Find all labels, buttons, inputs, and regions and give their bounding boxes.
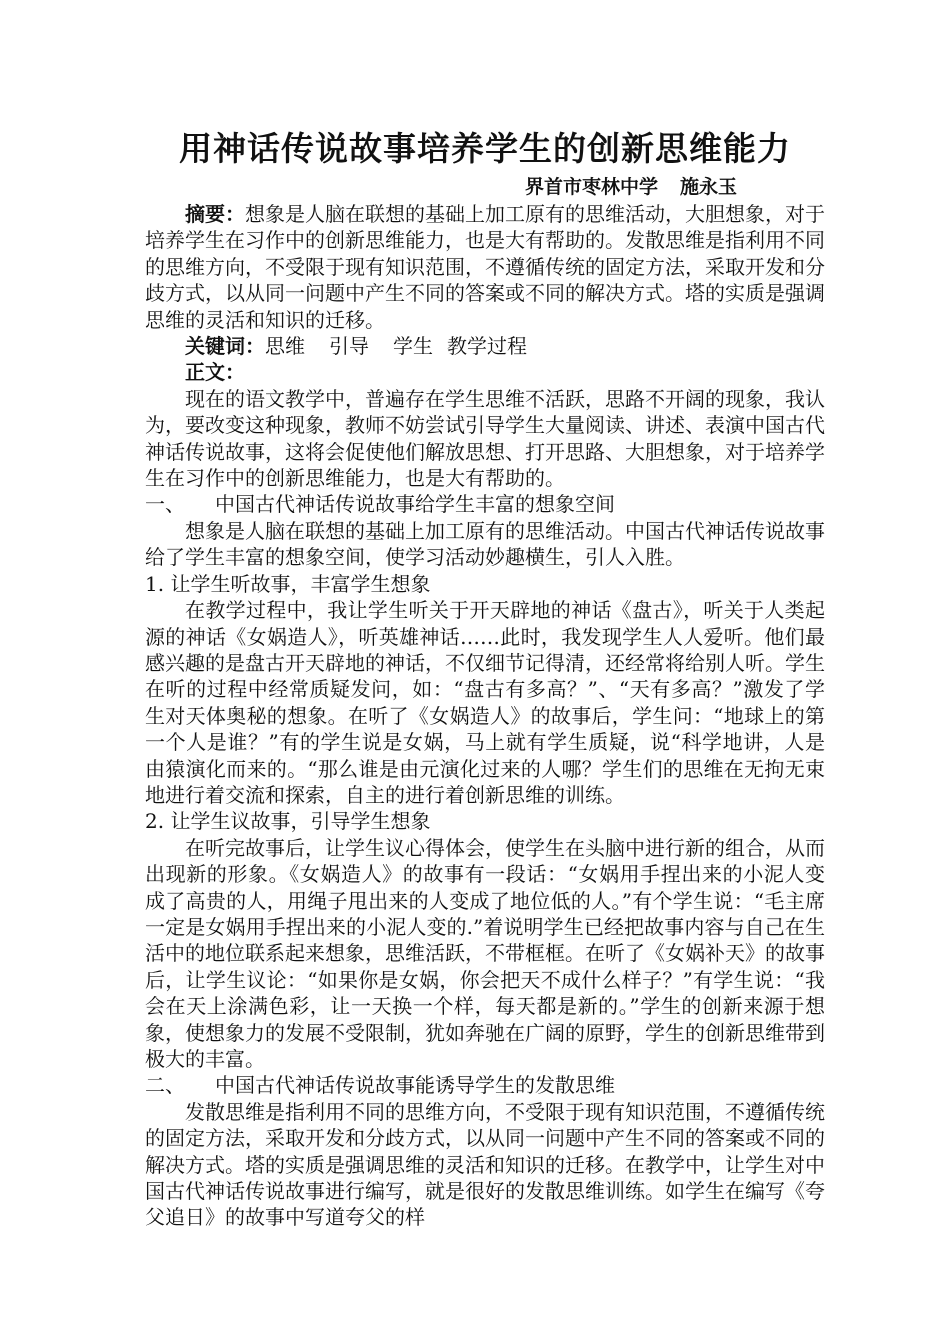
abstract-paragraph [145,201,825,333]
section-paragraph: 想象是人脑在联想的基础上加工原有的思维活动。中国古代神话传说故事给了学生丰富的想象空间，使学习活动妙趣横生，引人入胜。 [145,518,825,570]
subsection-paragraph: 在教学过程中，我让学生听关于开天辟地的神话《盘古》，听关于人类起源的神话《女娲造人》，听英雄神话……此时，我发现学生人人爱听。他们最感兴趣的是盘古开天辟地的神话，不仅细节记得清，还经常将给别人听。学生在听的过程中经常质疑发问，如：“盘古有多高？”、“天有多高？”激发了学生对天体奥秘的想象。在听了《女娲造人》的故事后，学生问：“地球上的第一个人是谁？”有的学生说是女娲，马上就有学生质疑，说“科学地讲，人是由猿演化而来的。“那么谁是由元演化过来的人哪？学生们的思维在无拘无束地进行着交流和探索，自主的进行着创新思维的训练。 [145,598,825,807]
subsection-heading: 1. 让学生听故事，丰富学生想象 [145,571,431,596]
section-number: 一、 [145,492,185,517]
section-paragraph: 发散思维是指利用不同的思维方向，不受限于现有知识范围，不遵循传统的固定方法，采取开发和分歧方式，以从同一问题中产生不同的答案或不同的解决方式。塔的实质是强调思维的灵活和知识的迁移。在教学中，让学生对中国古代神话传说故事进行编写，就是很好的发散思维训练。如学生在编写《夸父追日》的故事中写道夸父的样 [145,1099,825,1230]
section-number: 二、 [145,1073,185,1098]
section-title: 中国古代神话传说故事给学生丰富的想象空间 [215,492,615,517]
section-title: 中国古代神话传说故事能诱导学生的发散思维 [215,1073,615,1098]
document-title: 用神话传说故事培养学生的创新思维能力 [179,129,791,168]
subsection-heading: 2. 让学生议故事，引导学生想象 [145,809,431,834]
body-label: 正文： [185,360,245,385]
abstract-text: 想象是人脑在联想的基础上加工原有的思维活动，大胆想象，对于培养学生在习作中的创新思维能力，也是大有帮助的。发散思维是指利用不同的思维方向，不受限于现有知识范围，不遵循传统的固定方法，采取开发和分歧方式，以从同一问题中产生不同的答案或不同的解决方式。塔的实质是强调思维的灵活和知识的迁移。 [145,202,825,332]
author-line [145,173,825,201]
section-heading-2 [145,1072,825,1098]
body-label-line [145,359,825,385]
keyword-item: 学生 [393,334,433,359]
keyword-item: 教学过程 [447,334,527,359]
abstract-label: 摘要： [185,202,245,226]
keywords-line [145,333,825,359]
keyword-item: 思维 [265,334,305,359]
subsection-paragraph: 在听完故事后，让学生议心得体会，使学生在头脑中进行新的组合，从而出现新的形象。《女娲造人》的故事有一段话：“女娲用手捏出来的小泥人变成了高贵的人，用绳子甩出来的人变成了地位低的人。”有个学生说：“毛主席一定是女娲用手捏出来的小泥人变的.”着说明学生已经把故事内容与自己在生活中的地位联系起来想象，思维活跃，不带框框。在听了《女娲补天》的故事后，让学生议论：“如果你是女娲，你会把天不成什么样子？”有学生说：“我会在天上涂满色彩，让一天换一个样，每天都是新的。”学生的创新来源于想象，使想象力的发展不受限制，犹如奔驰在广阔的原野，学生的创新思维带到极大的丰富。 [145,835,825,1071]
document-page [145,125,825,1231]
author-name: 施永玉 [679,176,737,198]
author-school: 界首市枣林中学 [524,176,658,198]
intro-paragraph: 现在的语文教学中，普遍存在学生思维不活跃，思路不开阔的现象，我认为，要改变这种现象，教师不妨尝试引导学生大量阅读、讲述、表演中国古代神话传说故事，这将会促使他们解放思想、打开思路、大胆想象，对于培养学生在习作中的创新思维能力，也是大有帮助的。 [145,386,825,491]
keyword-item: 引导 [329,334,369,359]
keywords-label: 关键词： [185,334,265,359]
section-heading-1 [145,491,825,517]
